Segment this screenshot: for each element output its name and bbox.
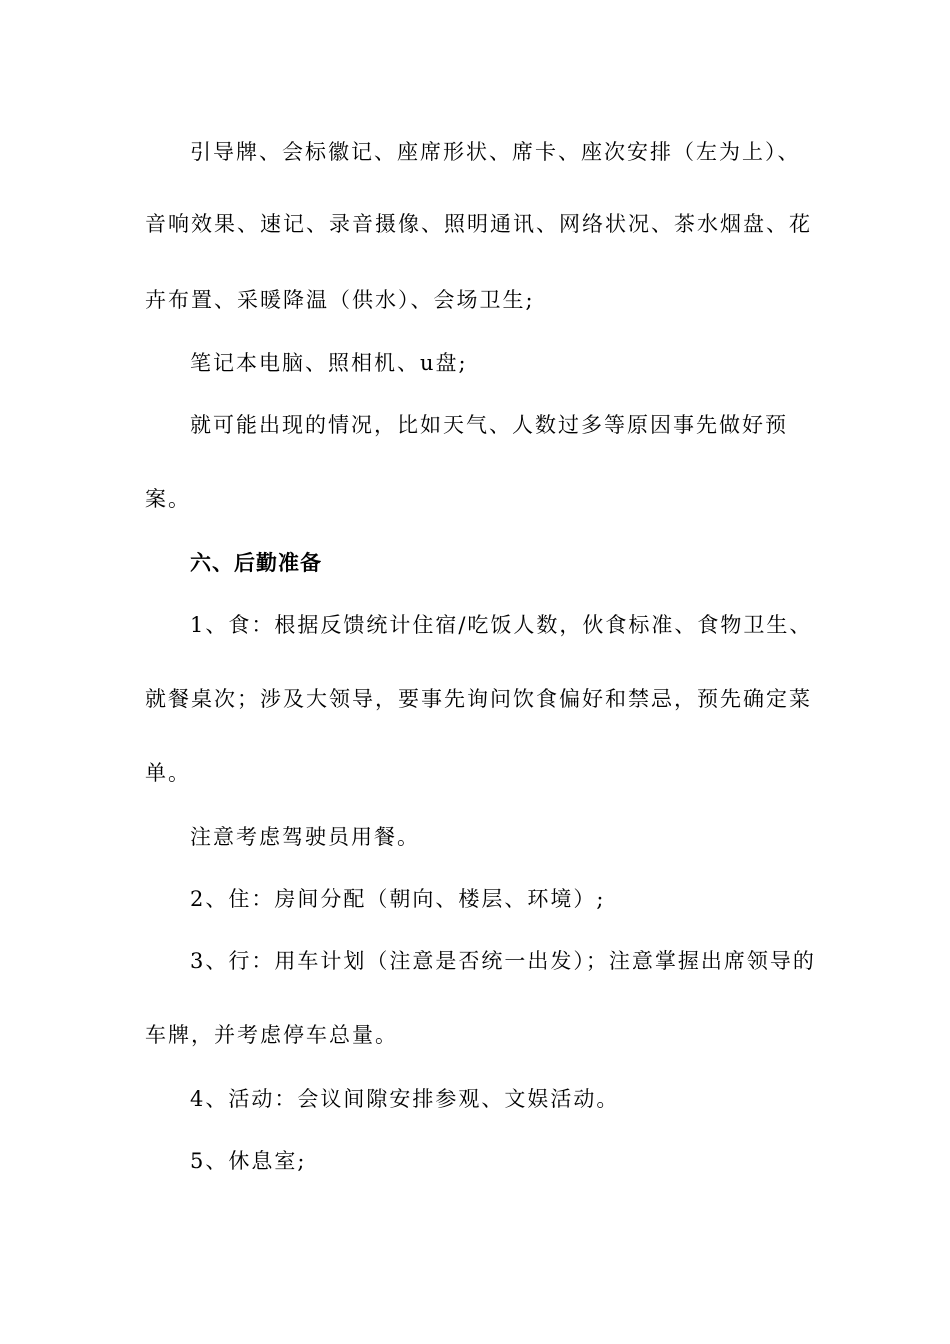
paragraph-venue-line-2: 音响效果、速记、录音摄像、照明通讯、网络状况、茶水烟盘、花 — [145, 212, 812, 236]
paragraph-contingency-line-2: 案。 — [145, 487, 191, 511]
paragraph-food-line-2: 就餐桌次；涉及大领导，要事先询问饮食偏好和禁忌，预先确定菜 — [145, 687, 812, 711]
paragraph-transport-line-1: 3、行：用车计划（注意是否统一出发）；注意掌握出席领导的 — [190, 949, 816, 973]
paragraph-food-line-3: 单。 — [145, 761, 191, 785]
paragraph-venue-line-3: 卉布置、采暖降温（供水）、会场卫生; — [145, 288, 535, 312]
paragraph-accommodation: 2、住：房间分配（朝向、楼层、环境）; — [190, 887, 606, 911]
paragraph-activities: 4、活动：会议间隙安排参观、文娱活动。 — [190, 1087, 620, 1111]
paragraph-driver-meals: 注意考虑驾驶员用餐。 — [190, 825, 420, 849]
section-heading-logistics: 六、后勤准备 — [190, 551, 322, 575]
paragraph-food-line-1: 1、食：根据反馈统计住宿/吃饭人数，伙食标准、食物卫生、 — [190, 613, 813, 637]
paragraph-lounge: 5、休息室; — [190, 1149, 307, 1173]
paragraph-venue-line-1: 引导牌、会标徽记、座席形状、席卡、座次安排（左为上）、 — [190, 140, 801, 164]
paragraph-equipment: 笔记本电脑、照相机、u盘; — [190, 351, 468, 375]
paragraph-contingency-line-1: 就可能出现的情况，比如天气、人数过多等原因事先做好预 — [190, 413, 788, 437]
paragraph-transport-line-2: 车牌，并考虑停车总量。 — [145, 1023, 398, 1047]
